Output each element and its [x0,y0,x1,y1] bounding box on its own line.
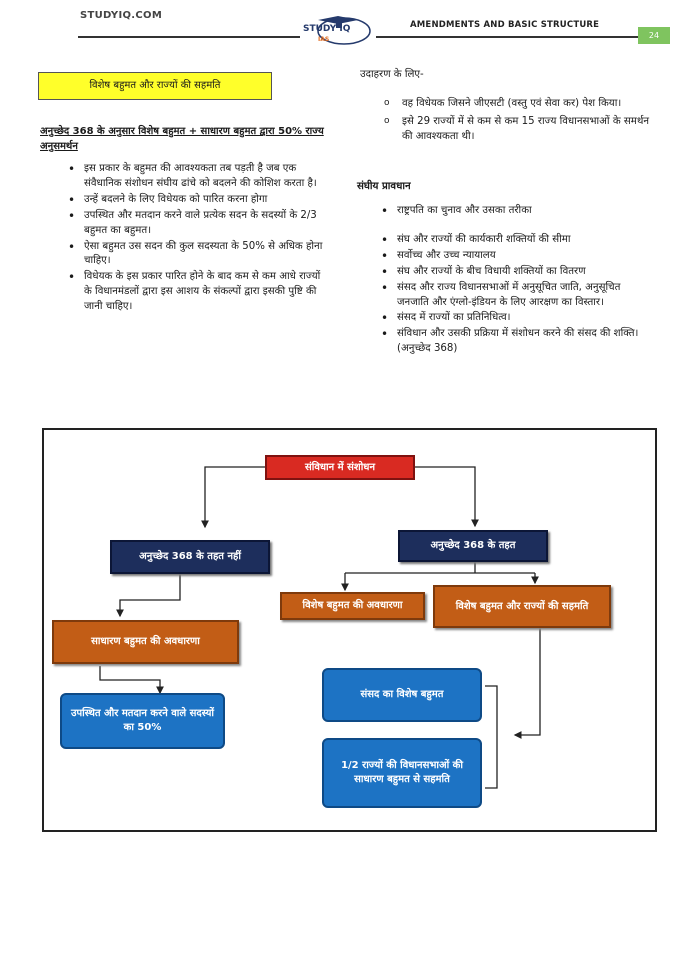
list-item: • संघ और राज्यों की कार्यकारी शक्तियों की सीमा [375,233,647,248]
list-item: • उन्हें बदलने के लिए विधेयक को पारित करना होगा [62,193,330,208]
logo-subtext: IAS [318,36,330,43]
list-item: • संघ और राज्यों के बीच विधायी शक्तियों का वितरण [375,265,647,280]
brand-name: STUDYIQ.COM [80,10,163,21]
flow-under-368-node: अनुच्छेद 368 के तहत [398,530,548,562]
flow-simple-majority-node: साधारण बहुमत की अवधारणा [52,620,239,664]
list-item: o इसे 29 राज्यों में से कम से कम 15 राज्य विधानसभाओं के समर्थन की आवश्यकता थी। [380,114,650,144]
list-item: • इस प्रकार के बहुमत की आवश्यकता तब पड़ती है जब एक संवैधानिक संशोधन संघीय ढांचे को बदलने की कोशिश करता है। [62,162,330,192]
list-item: • संविधान और उसकी प्रक्रिया में संशोधन करने की संसद की शक्ति। (अनुच्छेद 368) [375,327,647,357]
logo-text: STUDY IQ [303,24,351,34]
section-subheading: अनुच्छेद 368 के अनुसार विशेष बहुमत + साधारण बहुमत द्वारा 50% राज्य अनुसमर्थन [40,126,324,152]
flow-special-majority-node: विशेष बहुमत की अवधारणा [280,592,425,620]
list-item: • संसद में राज्यों का प्रतिनिधित्व। [375,311,647,326]
list-item: • राष्ट्रपति का चुनाव और उसका तरीका [375,204,647,219]
flow-fifty-percent-node: उपस्थित और मतदान करने वाले सदस्यों का 50% [60,693,225,749]
section-title-box: विशेष बहुमत और राज्यों की सहमति [38,72,272,100]
page-number: 24 [638,27,670,44]
flow-half-states-node: 1/2 राज्यों की विधानसभाओं की साधारण बहुमत से सहमति [322,738,482,808]
example-label: उदाहरण के लिए- [360,69,424,80]
flow-root-node: संविधान में संशोधन [265,455,415,480]
flow-special-majority-states-node: विशेष बहुमत और राज्यों की सहमति [433,585,611,628]
list-item: • ऐसा बहुमत उस सदन की कुल सदस्यता के 50% से अधिक होना चाहिए। [62,240,330,270]
federal-provisions-heading: संघीय प्रावधान [357,181,411,192]
list-item: • उपस्थित और मतदान करने वाले प्रत्येक सदन के सदस्यों के 2/3 बहुमत का बहुमत। [62,209,330,239]
flow-not-368-node: अनुच्छेद 368 के तहत नहीं [110,540,270,574]
list-item: o वह विधेयक जिसने जीएसटी (वस्तु एवं सेवा कर) पेश किया। [380,96,650,111]
list-item: • संसद और राज्य विधानसभाओं में अनुसूचित जाति, अनुसूचित जनजाति और एंग्लो-इंडियन के लिए आरक्षण का विस्तार। [375,281,647,311]
flow-parliament-special-node: संसद का विशेष बहुमत [322,668,482,722]
list-item: • विधेयक के इस प्रकार पारित होने के बाद कम से कम आधे राज्यों के विधानमंडलों द्वारा इस आशय के संकल्पों द्वारा इसकी पुष्टि की जानी चाहिए। [62,270,330,315]
list-item: • सर्वोच्च और उच्च न्यायालय [375,249,647,264]
chapter-title: AMENDMENTS AND BASIC STRUCTURE [410,20,600,30]
